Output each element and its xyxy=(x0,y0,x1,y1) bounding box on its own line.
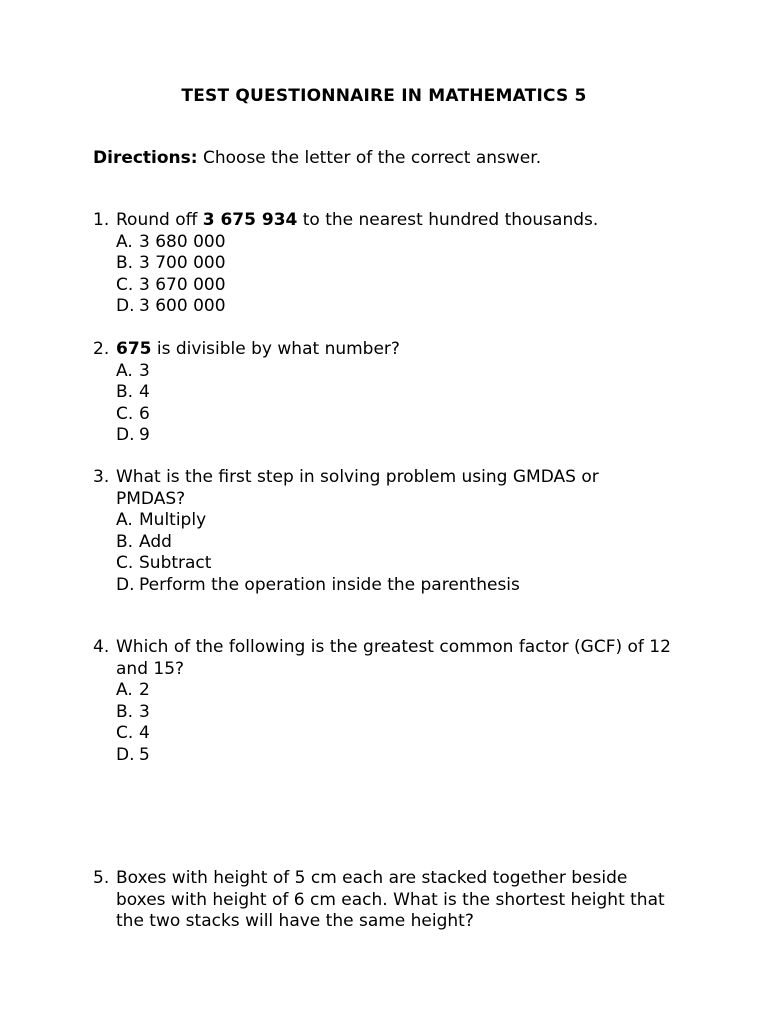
page-title: TEST QUESTIONNAIRE IN MATHEMATICS 5 xyxy=(181,86,587,106)
choice-d xyxy=(116,745,673,767)
choice-letter: A. xyxy=(116,680,133,700)
choice-d xyxy=(116,575,653,597)
choices-list xyxy=(116,680,673,766)
choice-text: 3 680 000 xyxy=(139,231,226,252)
question-2 xyxy=(93,339,693,447)
question-text-part: is divisible by what number? xyxy=(151,339,400,359)
question-4 xyxy=(93,637,673,766)
question-text xyxy=(116,339,693,361)
choice-text: 2 xyxy=(139,680,150,700)
choice-text: Multiply xyxy=(139,510,207,530)
choice-letter: C. xyxy=(116,723,134,743)
choice-letter: D. xyxy=(116,574,135,595)
directions xyxy=(93,148,713,170)
choice-text: 4 xyxy=(139,382,150,402)
choice-a xyxy=(116,510,653,532)
choice-text: 3 xyxy=(139,701,150,722)
choice-text: 3 600 000 xyxy=(139,296,226,316)
question-text-bold: 675 xyxy=(116,339,152,359)
question-number: 3. xyxy=(93,467,110,487)
choice-text: 5 xyxy=(139,744,150,765)
choice-letter: B. xyxy=(116,382,134,402)
choice-b xyxy=(116,253,693,275)
question-number: 4. xyxy=(93,637,110,657)
choice-text: 3 700 000 xyxy=(139,253,226,273)
choice-a xyxy=(116,361,693,383)
choice-letter: A. xyxy=(116,231,133,252)
choice-letter: A. xyxy=(116,510,133,530)
choice-c xyxy=(116,404,693,426)
question-text-part: to the nearest hundred thousands. xyxy=(297,210,599,230)
choice-letter: C. xyxy=(116,553,134,573)
question-5 xyxy=(93,868,678,933)
choice-letter: B. xyxy=(116,253,134,273)
choice-text: Add xyxy=(139,531,172,552)
choice-text: 3 xyxy=(139,360,150,381)
choice-a xyxy=(116,680,673,702)
choice-letter: A. xyxy=(116,360,133,381)
choice-text: 3 670 000 xyxy=(139,274,226,295)
choice-text: 4 xyxy=(139,723,150,743)
choices-list xyxy=(116,232,693,318)
question-text xyxy=(116,210,693,232)
directions-text: Choose the letter of the correct answer. xyxy=(197,148,542,168)
choice-text: 9 xyxy=(139,425,150,445)
choices-list xyxy=(116,510,653,596)
question-1 xyxy=(93,210,693,318)
choice-c xyxy=(116,553,653,575)
question-text: Which of the following is the greatest common factor (GCF) of 12 and 15? xyxy=(116,637,671,679)
choice-letter: D. xyxy=(116,744,135,765)
question-text: Boxes with height of 5 cm each are stacked together beside boxes with height of 6 cm each. What is the shortest height that the two stacks will have the same height? xyxy=(116,868,665,931)
question-text-part: Round off xyxy=(116,210,203,230)
choice-letter: D. xyxy=(116,296,135,316)
choice-b xyxy=(116,382,693,404)
choice-letter: C. xyxy=(116,274,134,295)
choice-letter: D. xyxy=(116,425,135,445)
choice-b xyxy=(116,702,673,724)
choice-d xyxy=(116,425,693,447)
choice-b xyxy=(116,532,653,554)
choices-list xyxy=(116,361,693,447)
question-number: 2. xyxy=(93,339,110,359)
question-text: What is the first step in solving problem using GMDAS or PMDAS? xyxy=(116,467,599,509)
choice-a xyxy=(116,232,693,254)
question-number: 1. xyxy=(93,210,110,230)
choice-text: Subtract xyxy=(139,553,212,573)
choice-text: Perform the operation inside the parenthesis xyxy=(139,574,520,595)
choice-letter: C. xyxy=(116,403,134,424)
choice-letter: B. xyxy=(116,531,134,552)
directions-label: Directions: xyxy=(93,148,198,168)
choice-c xyxy=(116,275,693,297)
choice-text: 6 xyxy=(139,403,150,424)
question-number: 5. xyxy=(93,868,110,888)
choice-letter: B. xyxy=(116,701,134,722)
question-3 xyxy=(93,467,653,596)
choice-d xyxy=(116,296,693,318)
question-text-bold: 3 675 934 xyxy=(202,210,298,230)
choice-c xyxy=(116,723,673,745)
